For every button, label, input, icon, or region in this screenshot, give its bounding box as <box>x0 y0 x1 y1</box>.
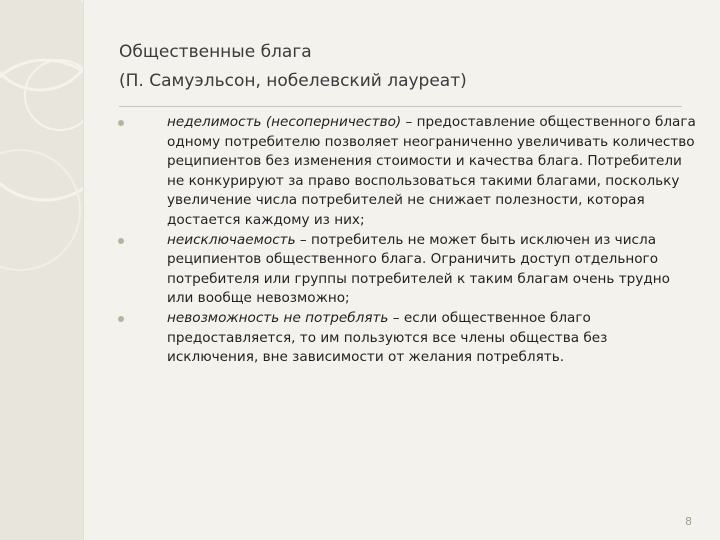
bullet-term: неисключаемость <box>167 231 296 248</box>
bullet-text <box>167 309 700 368</box>
bullet-term: неделимость (несоперничество) <box>167 114 402 130</box>
bullet-description: – предоставление общественного блага одному потребителю позволяет неограниченно увеличивать количество реципиентов без изменения стоимости и качества блага. Потребители не конкурируют за право воспользоваться такими благами, поскольку увеличение числа потребителей не снижает полезности, которая достается каждому из них; <box>167 114 696 228</box>
title-line-2: (П. Самуэльсон, нобелевский лауреат) <box>119 71 467 91</box>
page-number: 8 <box>685 515 692 528</box>
bullet-list <box>110 113 700 368</box>
bullet-text <box>167 113 700 231</box>
bullet-item <box>110 231 700 309</box>
title-line-1: Общественные блага <box>119 42 312 62</box>
bullet-dot-icon <box>118 238 124 244</box>
slide-title <box>119 38 679 96</box>
bullet-description: – потребитель не может быть исключен из числа реципиентов общественного блага. Ограничить доступ отдельного потребителя или группы потребителей к таким благам очень трудно или вообще невозможно; <box>167 231 670 307</box>
bullet-item <box>110 309 700 368</box>
bullet-description: – если общественное благо предоставляется, то им пользуются все члены общества без исключения, вне зависимости от желания потреблять. <box>167 309 608 366</box>
bullet-dot-icon <box>118 316 124 322</box>
bullet-dot-icon <box>118 120 124 126</box>
bullet-text <box>167 231 700 309</box>
bullet-term: невозможность не потреблять <box>167 309 389 326</box>
bullet-item <box>110 113 700 231</box>
title-divider <box>119 106 682 107</box>
